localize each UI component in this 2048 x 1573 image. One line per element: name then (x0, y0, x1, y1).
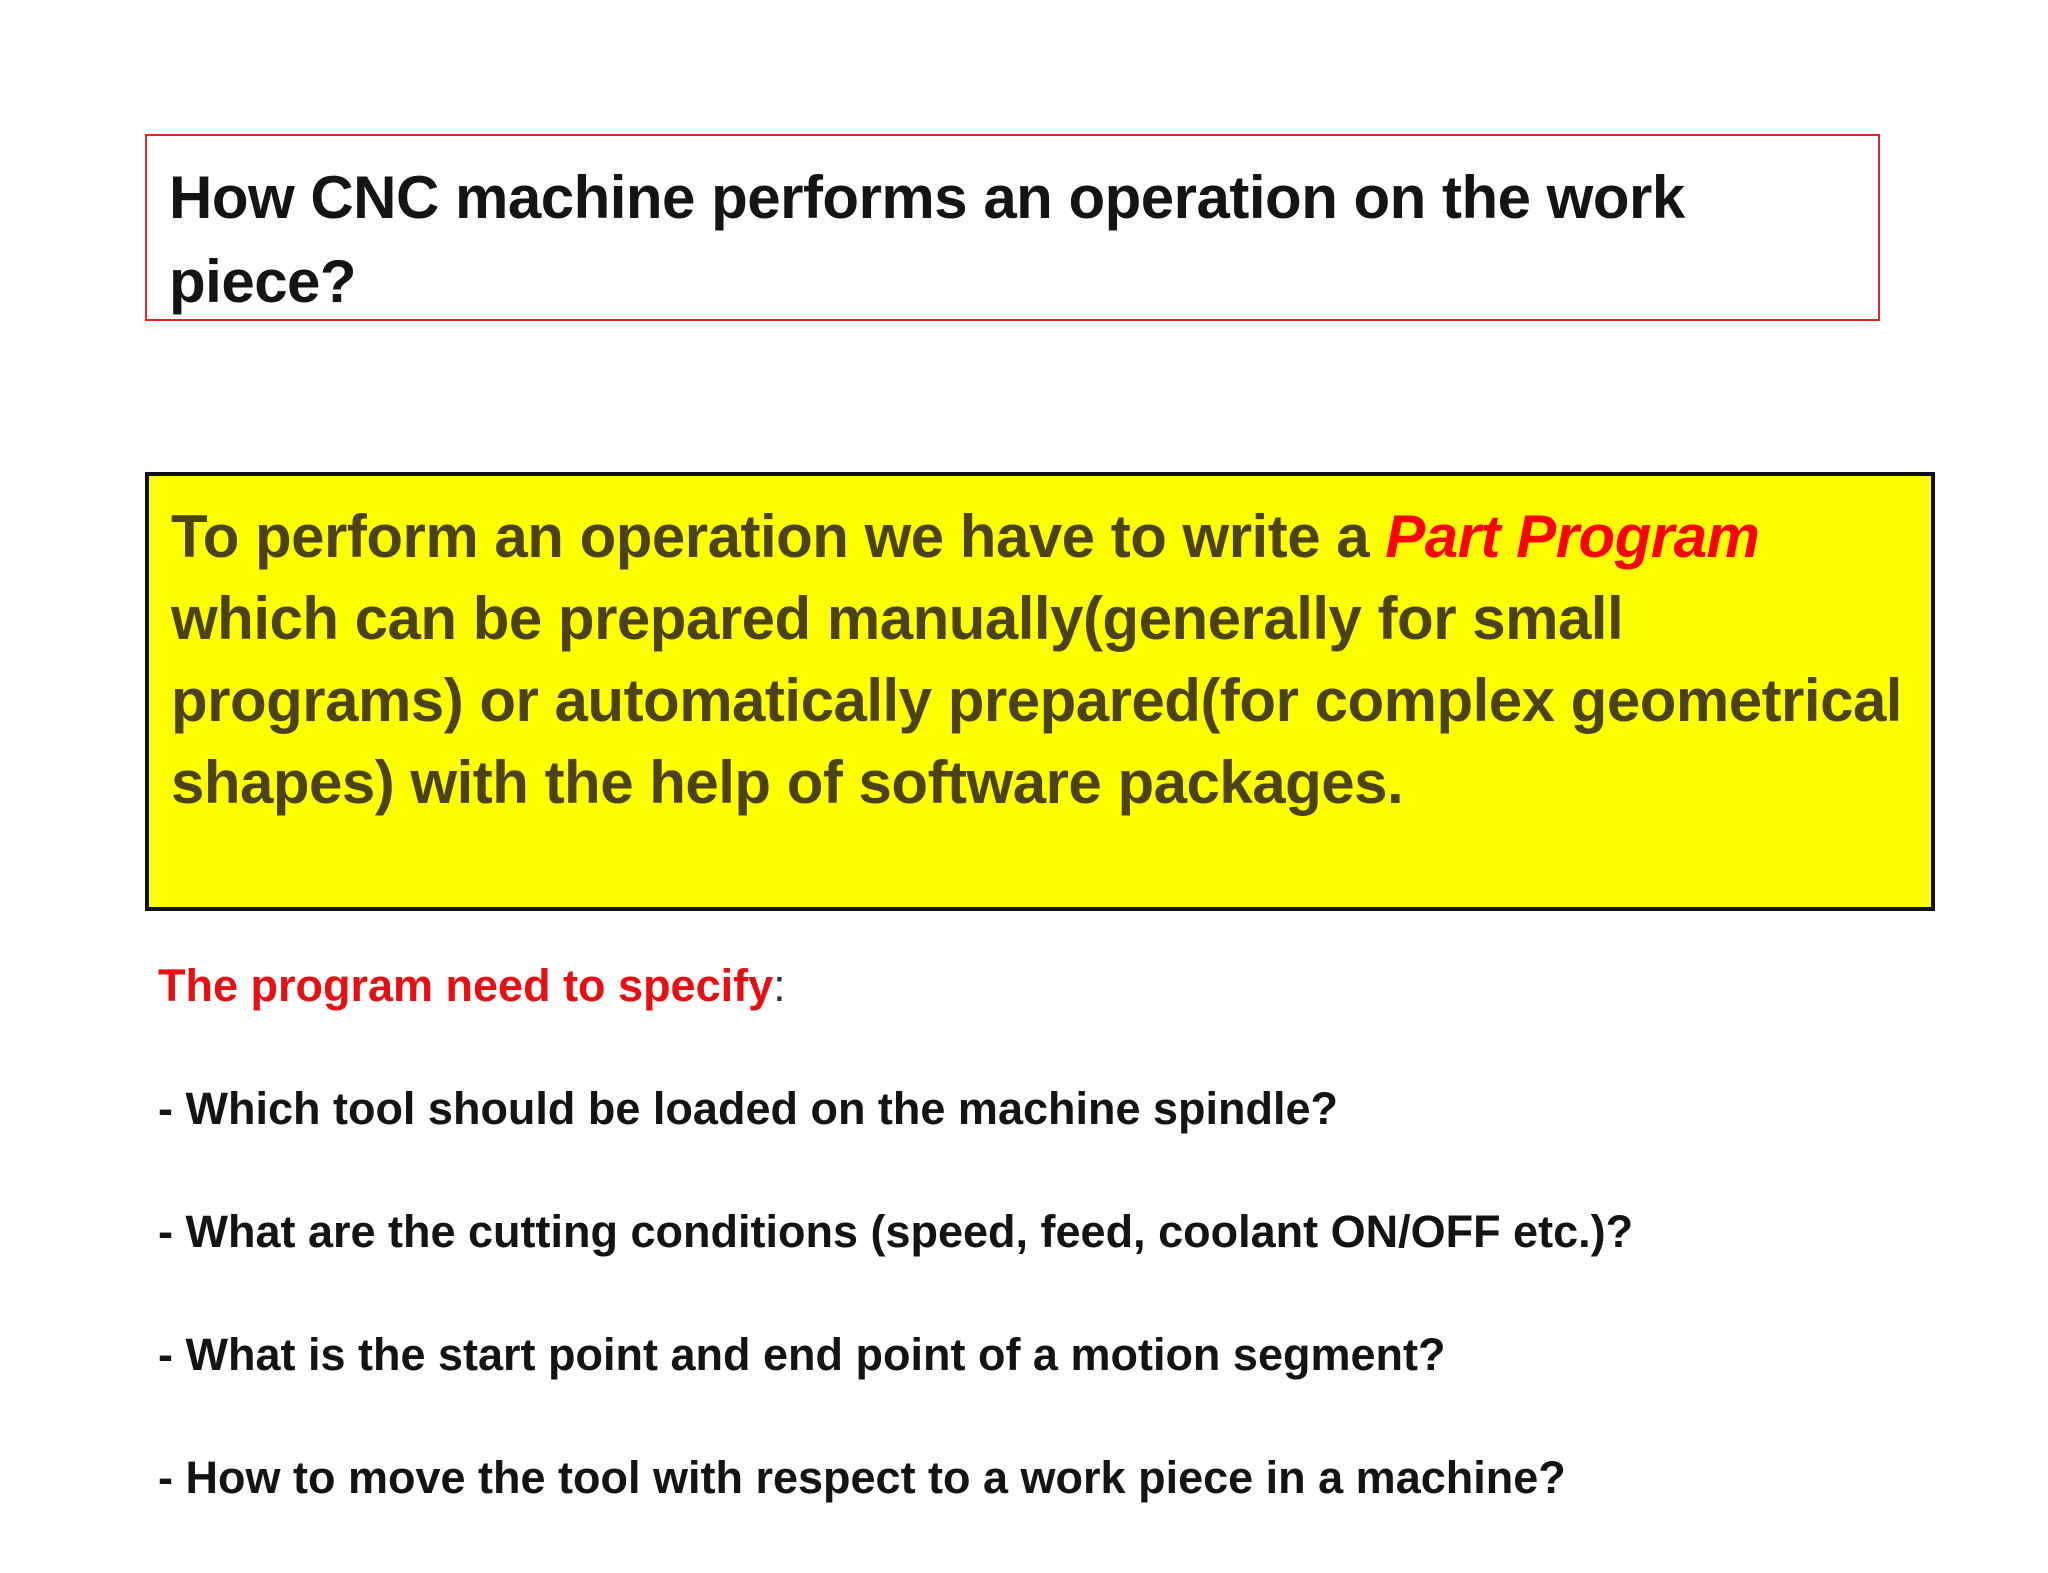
title-box (145, 134, 1880, 321)
list-item: - What are the cutting conditions (speed, feed, coolant ON/OFF etc.)? (158, 1206, 1634, 1257)
slide-title: How CNC machine performs an operation on the work piece? (169, 164, 1685, 315)
spec-heading-colon: : (773, 960, 786, 1011)
list-item: - How to move the tool with respect to a work piece in a machine? (158, 1452, 1566, 1503)
spec-list (158, 1081, 1633, 1573)
highlight-text (171, 496, 1911, 824)
highlight-text-before: To perform an operation we have to write a (171, 503, 1386, 570)
highlight-box (145, 472, 1935, 911)
list-item: - What is the start point and end point of a motion segment? (158, 1329, 1446, 1380)
list-item: - Which tool should be loaded on the machine spindle? (158, 1083, 1339, 1134)
highlight-text-after: which can be prepared manually(generally for small programs) or automatically prepared(for complex geometrical shapes) with the help of software packages. (171, 585, 1902, 816)
part-program-term: Part Program (1385, 503, 1760, 570)
spec-heading (158, 958, 786, 1014)
spec-heading-text: The program need to specify (158, 960, 774, 1011)
